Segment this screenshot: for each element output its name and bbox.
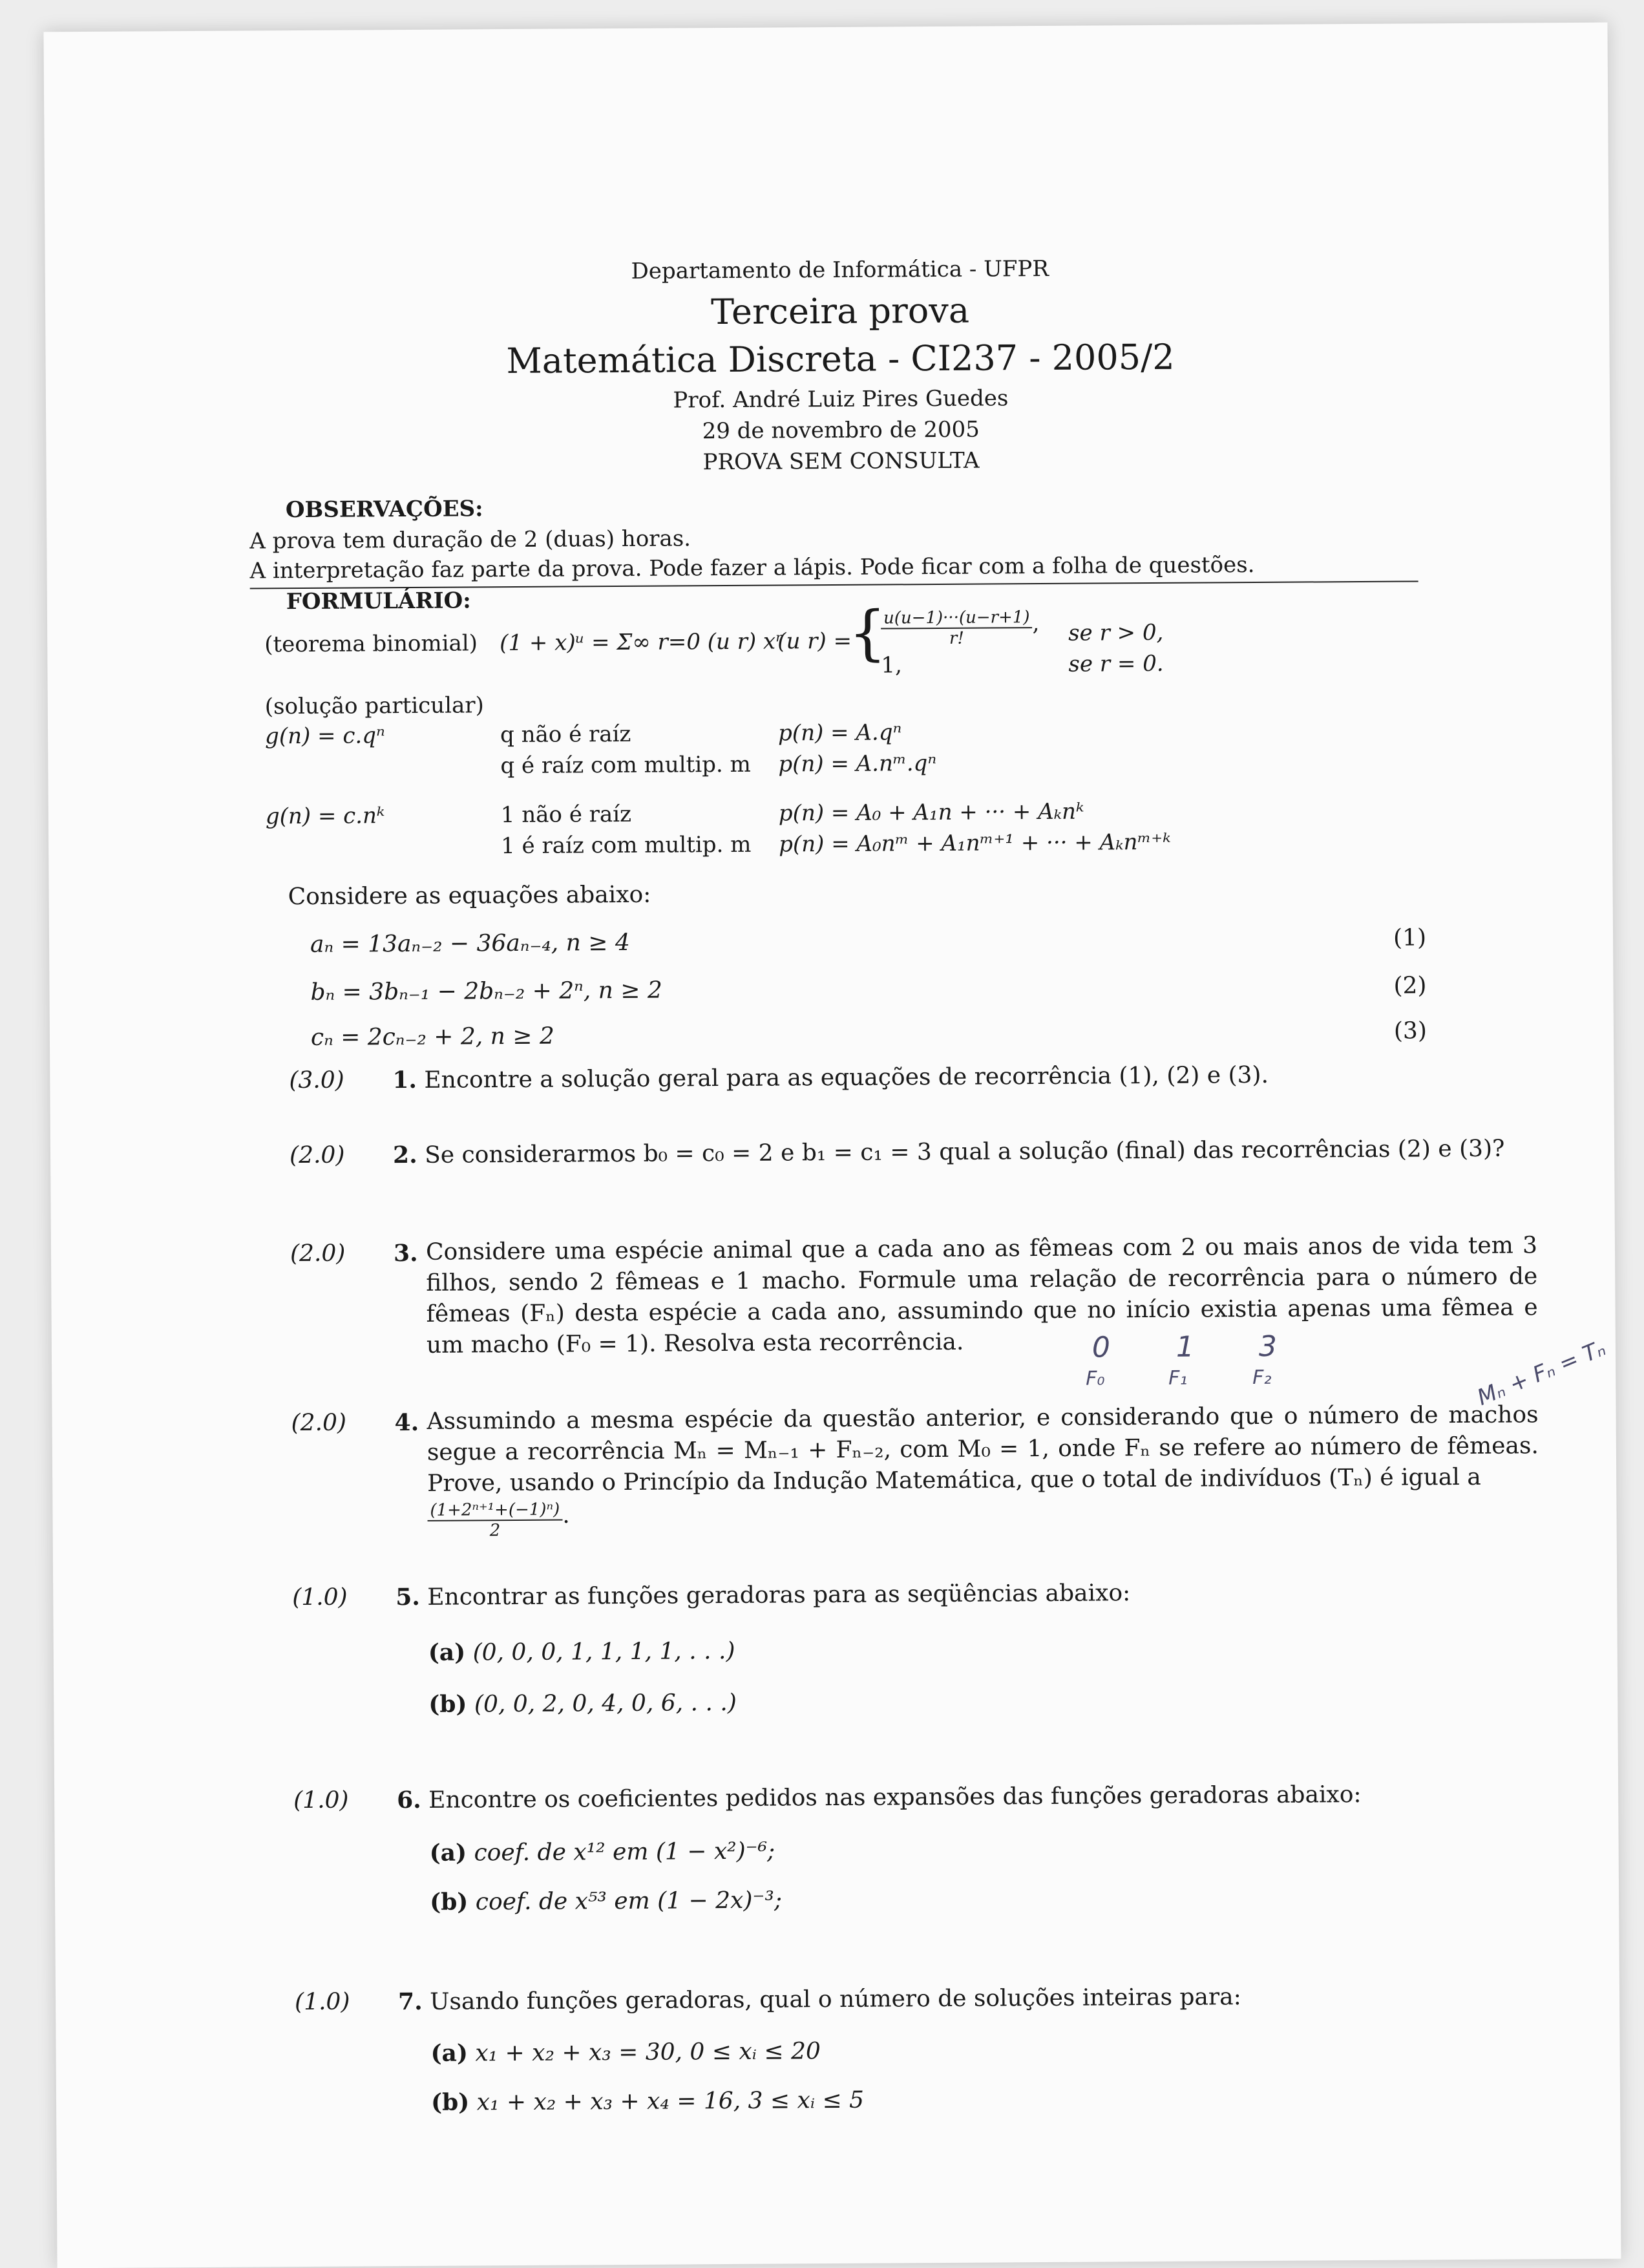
binomial-case2-cond: se r = 0.: [1068, 650, 1164, 677]
formulario-heading: FORMULÁRIO:: [286, 588, 471, 615]
sub-text: x₁ + x₂ + x₃ + x₄ = 16, 3 ≤ xᵢ ≤ 5: [476, 2086, 865, 2116]
binomial-case1: $\frac{u(u-1)\cdot\cdot\cdot(u-r+1)}{r!}$ ,: [881, 608, 1040, 648]
cond-row-1: q não é raíz: [500, 721, 631, 748]
fraction-denominator: 2: [489, 1521, 501, 1541]
sub-label: (a): [430, 2039, 469, 2067]
p-row-3: p(n) = A₀ + A₁n + ··· + Aₖnᵏ: [778, 798, 1084, 827]
binomial-formula: (1 + x)ᵘ = Σ∞ r=0 (u r) xʳ: [500, 628, 784, 657]
question-6a: [430, 1838, 775, 1867]
question-score: (2.0): [289, 1141, 345, 1169]
question-number: 6.: [397, 1786, 421, 1814]
question-text: Encontre a solução geral para as equações de recorrência (1), (2) e (3).: [424, 1061, 1269, 1094]
cond-row-3: 1 não é raíz: [500, 801, 632, 829]
question-number: 1.: [392, 1066, 417, 1094]
question-score: (1.0): [293, 1786, 349, 1814]
observacoes-heading: OBSERVAÇÕES:: [285, 496, 483, 524]
handwritten-label: F₂: [1252, 1366, 1272, 1390]
question-score: (1.0): [294, 1988, 350, 2016]
fraction-numerator: (1+2ⁿ⁺¹+(−1)ⁿ): [427, 1500, 562, 1521]
question-text: Usando funções geradoras, qual o número de soluções inteiras para:: [430, 1984, 1241, 2015]
exam-mode: PROVA SEM CONSULTA: [702, 447, 980, 476]
sub-label: (b): [430, 2088, 470, 2116]
equation-tag-3: (3): [1393, 1017, 1428, 1044]
sub-text: coef. de x⁵³ em (1 − 2x)⁻³;: [475, 1887, 783, 1916]
sub-label: (b): [428, 1690, 467, 1718]
question-5b: [428, 1689, 737, 1718]
equation-tag-2: (2): [1393, 972, 1427, 999]
handwritten-number: 3: [1258, 1330, 1278, 1363]
particular-label: (solução particular): [264, 692, 484, 720]
question-6b: [430, 1886, 782, 1915]
handwritten-margin-note: Mₙ + Fₙ = Tₙ: [1473, 1335, 1610, 1411]
question-text: Encontre os coeficientes pedidos nas expansões das funções geradoras abaixo:: [428, 1781, 1362, 1814]
question-text: Encontrar as funções geradoras para as seqüências abaixo:: [427, 1580, 1131, 1611]
equation-2: bₙ = 3bₙ₋₁ − 2bₙ₋₂ + 2ⁿ, n ≥ 2: [310, 977, 662, 1006]
g-row-1: g(n) = c.qⁿ: [264, 723, 385, 750]
exam-date: 29 de novembro de 2005: [702, 416, 980, 445]
question-5a: [428, 1637, 735, 1666]
binomial-def-lhs: (u r) =: [777, 628, 852, 655]
question-4-fraction: $\frac{\text{(1+2ⁿ⁺¹+(−1)ⁿ)}}{2}$ .: [427, 1500, 570, 1540]
cond-row-2: q é raíz com multip. m: [500, 751, 751, 779]
question-7b: [431, 2086, 864, 2116]
observacao-line: A interpretação faz parte da prova. Pode fazer a lápis. Pode ficar com a folha de questões.: [249, 551, 1255, 584]
sub-label: (a): [429, 1839, 467, 1867]
question-text: Se considerarmos b₀ = c₀ = 2 e b₁ = c₁ = 3 qual a solução (final) das recorrências (2) e (3)?: [425, 1135, 1505, 1169]
sub-text: (0, 0, 2, 0, 4, 0, 6, . . .): [474, 1689, 737, 1718]
equation-3: cₙ = 2cₙ₋₂ + 2, n ≥ 2: [310, 1023, 554, 1051]
sub-text: (0, 0, 0, 1, 1, 1, 1, . . .): [472, 1637, 735, 1666]
case1-denominator: r!: [949, 628, 964, 648]
binomial-case2: 1,: [881, 652, 903, 679]
question-number: 2.: [392, 1141, 417, 1169]
question-score: (3.0): [289, 1066, 344, 1094]
question-7: [398, 1983, 1241, 2015]
question-score: (2.0): [290, 1240, 346, 1267]
g-row-3: g(n) = c.nᵏ: [265, 803, 385, 830]
handwritten-number: 0: [1091, 1331, 1111, 1364]
question-1: [392, 1061, 1269, 1094]
question-number: 7.: [397, 1987, 423, 2016]
cond-row-4: 1 é raíz com multip. m: [501, 831, 752, 860]
cases-brace: {: [848, 598, 887, 668]
professor: Prof. André Luiz Pires Guedes: [673, 385, 1009, 414]
question-text: Considere uma espécie animal que a cada ano as fêmeas com 2 ou mais anos de vida tem 3 filhos, sendo 2 fêmeas e 1 macho. Formule uma relação de recorrência para o número de fêmeas (Fₙ) desta espécie a cada ano, assumindo que no início existia apenas uma fêmea e um macho (F₀ = 1). Resolva esta recorrência.: [425, 1232, 1538, 1359]
question-5: [395, 1579, 1130, 1611]
handwritten-label: F₀: [1086, 1367, 1105, 1390]
sub-label: (b): [430, 1888, 469, 1916]
case1-numerator: u(u−1)···(u−r+1): [881, 608, 1033, 629]
p-row-4: p(n) = A₀nᵐ + A₁nᵐ⁺¹ + ··· + Aₖnᵐ⁺ᵏ: [779, 829, 1171, 858]
sub-text: coef. de x¹² em (1 − x²)⁻⁶;: [474, 1838, 775, 1867]
question-2: [393, 1135, 1505, 1169]
question-7a: [430, 2037, 821, 2067]
p-row-2: p(n) = A.nᵐ.qⁿ: [778, 750, 937, 778]
question-6: [397, 1781, 1362, 1814]
binomial-case1-cond: se r > 0,: [1068, 619, 1164, 646]
question-score: (2.0): [291, 1409, 347, 1437]
p-row-1: p(n) = A.qⁿ: [777, 719, 902, 747]
binomial-label: (teorema binomial): [264, 630, 478, 658]
exam-title: Terceira prova: [711, 290, 970, 333]
course-title: Matemática Discreta - CI237 - 2005/2: [506, 336, 1175, 382]
department: Departamento de Informática - UFPR: [631, 255, 1049, 284]
question-score: (1.0): [292, 1584, 348, 1611]
question-number: 4.: [394, 1408, 419, 1437]
question-text: Assumindo a mesma espécie da questão anterior, e considerando que o número de machos segue a recorrência Mₙ = Mₙ₋₁ + Fₙ₋₂, com M₀ = 1, onde Fₙ se refere ao número de fêmeas. Prove, usando o Princípio da Indução Matemática, que o total de indivíduos (Tₙ) é igual a: [427, 1401, 1539, 1497]
equations-intro: Considere as equações abaixo:: [288, 881, 651, 911]
handwritten-label: F₁: [1168, 1366, 1188, 1390]
exam-sheet: [43, 23, 1621, 2268]
equation-tag-1: (1): [1393, 924, 1427, 951]
sub-text: x₁ + x₂ + x₃ = 30, 0 ≤ xᵢ ≤ 20: [475, 2038, 821, 2067]
handwritten-number: 1: [1175, 1330, 1195, 1364]
observacao-line: A prova tem duração de 2 (duas) horas.: [249, 525, 691, 555]
equation-1: aₙ = 13aₙ₋₂ − 36aₙ₋₄, n ≥ 4: [310, 929, 630, 958]
question-number: 3.: [393, 1239, 418, 1267]
question-number: 5.: [395, 1583, 420, 1611]
sub-label: (a): [428, 1638, 466, 1666]
